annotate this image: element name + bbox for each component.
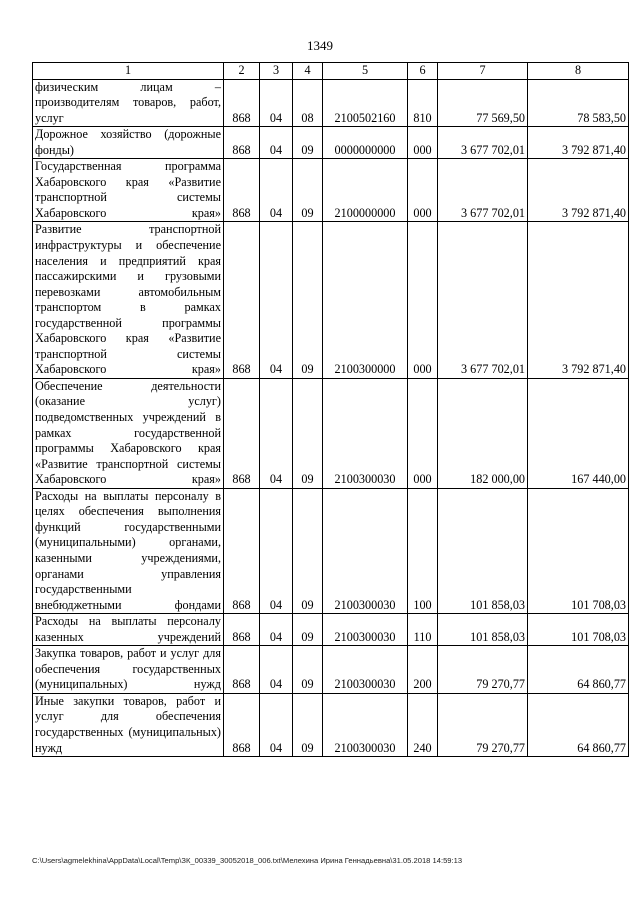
cell-amount-2: 167 440,00	[528, 378, 629, 488]
cell-expense-type: 000	[408, 222, 438, 378]
cell-subsection: 09	[293, 378, 323, 488]
cell-amount-2: 3 792 871,40	[528, 127, 629, 159]
cell-subsection: 09	[293, 646, 323, 694]
cell-amount-1: 3 677 702,01	[438, 159, 528, 222]
cell-amount-2: 101 708,03	[528, 488, 629, 613]
cell-subsection: 09	[293, 693, 323, 756]
header-cell: 5	[323, 63, 408, 80]
row-name: Обеспечение деятельности (оказание услуг) подведомственных учреждений в рамках государственной программы Хабаровского края «Развитие транспортной системы Хабаровского края»	[33, 378, 224, 488]
cell-ministry: 868	[224, 222, 260, 378]
table-row	[33, 488, 629, 613]
cell-target: 2100300030	[323, 614, 408, 646]
table-row	[33, 378, 629, 488]
cell-amount-1: 101 858,03	[438, 488, 528, 613]
cell-subsection: 09	[293, 127, 323, 159]
header-cell: 7	[438, 63, 528, 80]
table-row	[33, 79, 629, 127]
cell-section: 04	[260, 646, 293, 694]
header-row	[33, 63, 629, 80]
cell-subsection: 09	[293, 159, 323, 222]
cell-expense-type: 000	[408, 378, 438, 488]
file-path-footer: C:\Users\agmelekhina\AppData\Local\Temp\ЗК_00339_30052018_006.txt\Мелехина Ирина Геннадьевна\31.05.2018 14:59:13	[32, 856, 463, 865]
cell-amount-2: 64 860,77	[528, 646, 629, 694]
header-cell: 2	[224, 63, 260, 80]
table-row	[33, 127, 629, 159]
cell-ministry: 868	[224, 488, 260, 613]
header-cell: 3	[260, 63, 293, 80]
header-cell: 4	[293, 63, 323, 80]
cell-section: 04	[260, 127, 293, 159]
cell-section: 04	[260, 614, 293, 646]
cell-section: 04	[260, 488, 293, 613]
cell-target: 2100000000	[323, 159, 408, 222]
header-cell: 8	[528, 63, 629, 80]
cell-amount-1: 101 858,03	[438, 614, 528, 646]
header-cell: 6	[408, 63, 438, 80]
table-row	[33, 159, 629, 222]
cell-amount-2: 101 708,03	[528, 614, 629, 646]
page-number: 1349	[307, 38, 333, 53]
row-name: Закупка товаров, работ и услуг для обеспечения государственных (муниципальных) нужд	[33, 646, 224, 694]
cell-section: 04	[260, 693, 293, 756]
cell-amount-2: 78 583,50	[528, 79, 629, 127]
row-name: Расходы на выплаты персоналу казенных учреждений	[33, 614, 224, 646]
row-name: Государственная программа Хабаровского края «Развитие транспортной системы Хабаровского края»	[33, 159, 224, 222]
cell-expense-type: 110	[408, 614, 438, 646]
cell-ministry: 868	[224, 378, 260, 488]
cell-target: 0000000000	[323, 127, 408, 159]
cell-target: 2100300030	[323, 378, 408, 488]
cell-expense-type: 240	[408, 693, 438, 756]
row-name: Развитие транспортной инфраструктуры и обеспечение населения и предприятий края пассажирскими и грузовыми перевозками автомобильным транспортом в рамках государственной программы Хабаровского края «Развитие транспортной системы Хабаровского края»	[33, 222, 224, 378]
cell-amount-1: 3 677 702,01	[438, 127, 528, 159]
cell-subsection: 09	[293, 614, 323, 646]
cell-ministry: 868	[224, 646, 260, 694]
cell-amount-2: 3 792 871,40	[528, 159, 629, 222]
cell-ministry: 868	[224, 614, 260, 646]
row-name: Расходы на выплаты персоналу в целях обеспечения выполнения функций государственными (муниципальными) органами, казенными учреждениями, органами управления государственными внебюджетными фондами	[33, 488, 224, 613]
cell-ministry: 868	[224, 159, 260, 222]
row-name: Иные закупки товаров, работ и услуг для обеспечения государственных (муниципальных) нужд	[33, 693, 224, 756]
table-row	[33, 222, 629, 378]
cell-amount-1: 79 270,77	[438, 693, 528, 756]
row-name: физическим лицам – производителям товаров, работ, услуг	[33, 79, 224, 127]
cell-subsection: 09	[293, 222, 323, 378]
cell-amount-2: 3 792 871,40	[528, 222, 629, 378]
budget-table	[32, 62, 629, 757]
cell-ministry: 868	[224, 127, 260, 159]
cell-amount-1: 77 569,50	[438, 79, 528, 127]
cell-expense-type: 100	[408, 488, 438, 613]
cell-amount-2: 64 860,77	[528, 693, 629, 756]
cell-amount-1: 182 000,00	[438, 378, 528, 488]
cell-target: 2100502160	[323, 79, 408, 127]
cell-target: 2100300000	[323, 222, 408, 378]
cell-ministry: 868	[224, 693, 260, 756]
cell-ministry: 868	[224, 79, 260, 127]
cell-expense-type: 810	[408, 79, 438, 127]
cell-section: 04	[260, 378, 293, 488]
header-cell: 1	[33, 63, 224, 80]
cell-amount-1: 79 270,77	[438, 646, 528, 694]
table-row	[33, 693, 629, 756]
table-row	[33, 614, 629, 646]
cell-section: 04	[260, 159, 293, 222]
cell-section: 04	[260, 79, 293, 127]
row-name: Дорожное хозяйство (дорожные фонды)	[33, 127, 224, 159]
cell-target: 2100300030	[323, 646, 408, 694]
cell-section: 04	[260, 222, 293, 378]
table-row	[33, 646, 629, 694]
cell-target: 2100300030	[323, 693, 408, 756]
cell-subsection: 09	[293, 488, 323, 613]
cell-subsection: 08	[293, 79, 323, 127]
cell-expense-type: 000	[408, 159, 438, 222]
cell-expense-type: 000	[408, 127, 438, 159]
cell-target: 2100300030	[323, 488, 408, 613]
cell-amount-1: 3 677 702,01	[438, 222, 528, 378]
cell-expense-type: 200	[408, 646, 438, 694]
